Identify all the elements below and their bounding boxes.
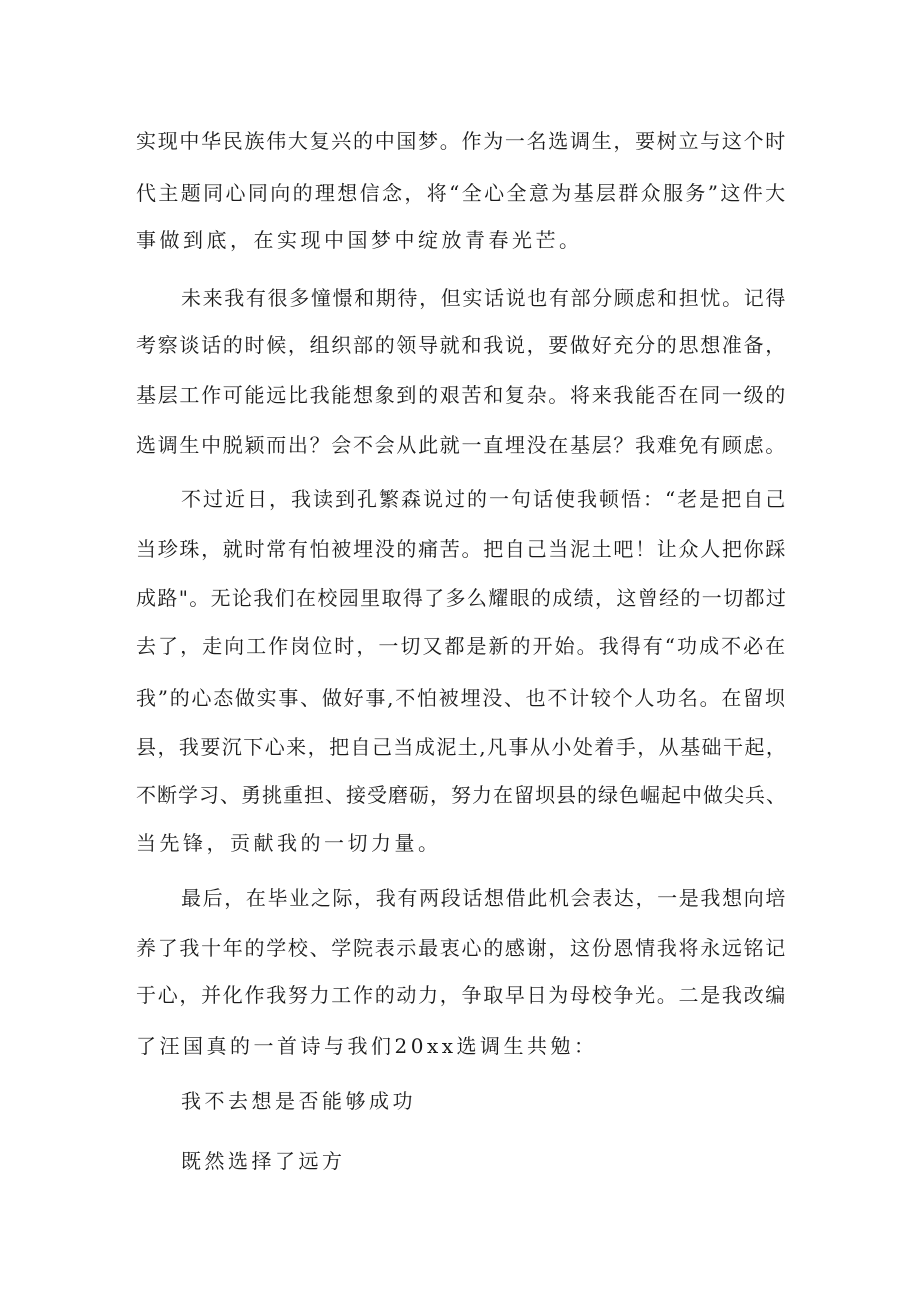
paragraph-3-line-8: 当先锋，贡献我的一切力量。 — [136, 831, 442, 855]
paragraph-3-line-2: 当珍珠，就时常有怕被埋没的痛苦。把自己当泥土吧！让众人把你踩 — [136, 537, 787, 561]
paragraph-3-line-4: 去了，走向工作岗位时，一切又都是新的开始。我得有“功成不必在 — [136, 634, 788, 658]
paragraph-1-line-2: 代主题同心同向的理想信念，将“全心全意为基层群众服务”这件大 — [136, 181, 788, 205]
paragraph-1-line-3: 事做到底，在实现中国梦中绽放青春光芒。 — [136, 228, 583, 252]
paragraph-3-line-3: 成路"。无论我们在校园里取得了多么耀眼的成绩，这曾经的一切都过 — [136, 586, 788, 610]
paragraph-4-line-3: 于心，并化作我努力工作的动力，争取早日为母校争光。二是我改编 — [136, 983, 787, 1007]
paragraph-4-line-1: 最后，在毕业之际，我有两段话想借此机会表达，一是我想向培 — [181, 886, 788, 910]
paragraph-4-line-4: 了汪国真的一首诗与我们20xx选调生共勉： — [136, 1034, 598, 1058]
poem-line-1: 我不去想是否能够成功 — [181, 1089, 416, 1113]
paragraph-3-line-5: 我”的心态做实事、做好事,不怕被埋没、也不计较个人功名。在留坝 — [136, 686, 787, 710]
paragraph-3-line-7: 不断学习、勇挑重担、接受磨砺，努力在留坝县的绿色崛起中做尖兵、 — [136, 783, 787, 807]
paragraph-2-line-2: 考察谈话的时候，组织部的领导就和我说，要做好充分的思想准备， — [136, 333, 787, 357]
paragraph-3-line-1: 不过近日，我读到孔繁森说过的一句话使我顿悟：“老是把自己 — [181, 487, 788, 511]
paragraph-3-line-6: 县，我要沉下心来，把自己当成泥土,凡事从小处着手，从基础干起， — [136, 735, 788, 759]
paragraph-2-line-3: 基层工作可能远比我能想象到的艰苦和复杂。将来我能否在同一级的 — [136, 383, 787, 407]
paragraph-4-line-2: 养了我十年的学校、学院表示最衷心的感谢，这份恩情我将永远铭记 — [136, 936, 787, 960]
paragraph-1-line-1: 实现中华民族伟大复兴的中国梦。作为一名选调生，要树立与这个时 — [136, 129, 787, 153]
paragraph-2-line-1: 未来我有很多憧憬和期待，但实话说也有部分顾虑和担忧。记得 — [181, 286, 788, 310]
poem-line-2: 既然选择了远方 — [181, 1149, 346, 1173]
paragraph-2-line-4: 选调生中脱颖而出？会不会从此就一直埋没在基层？我难免有顾虑。 — [136, 433, 787, 457]
